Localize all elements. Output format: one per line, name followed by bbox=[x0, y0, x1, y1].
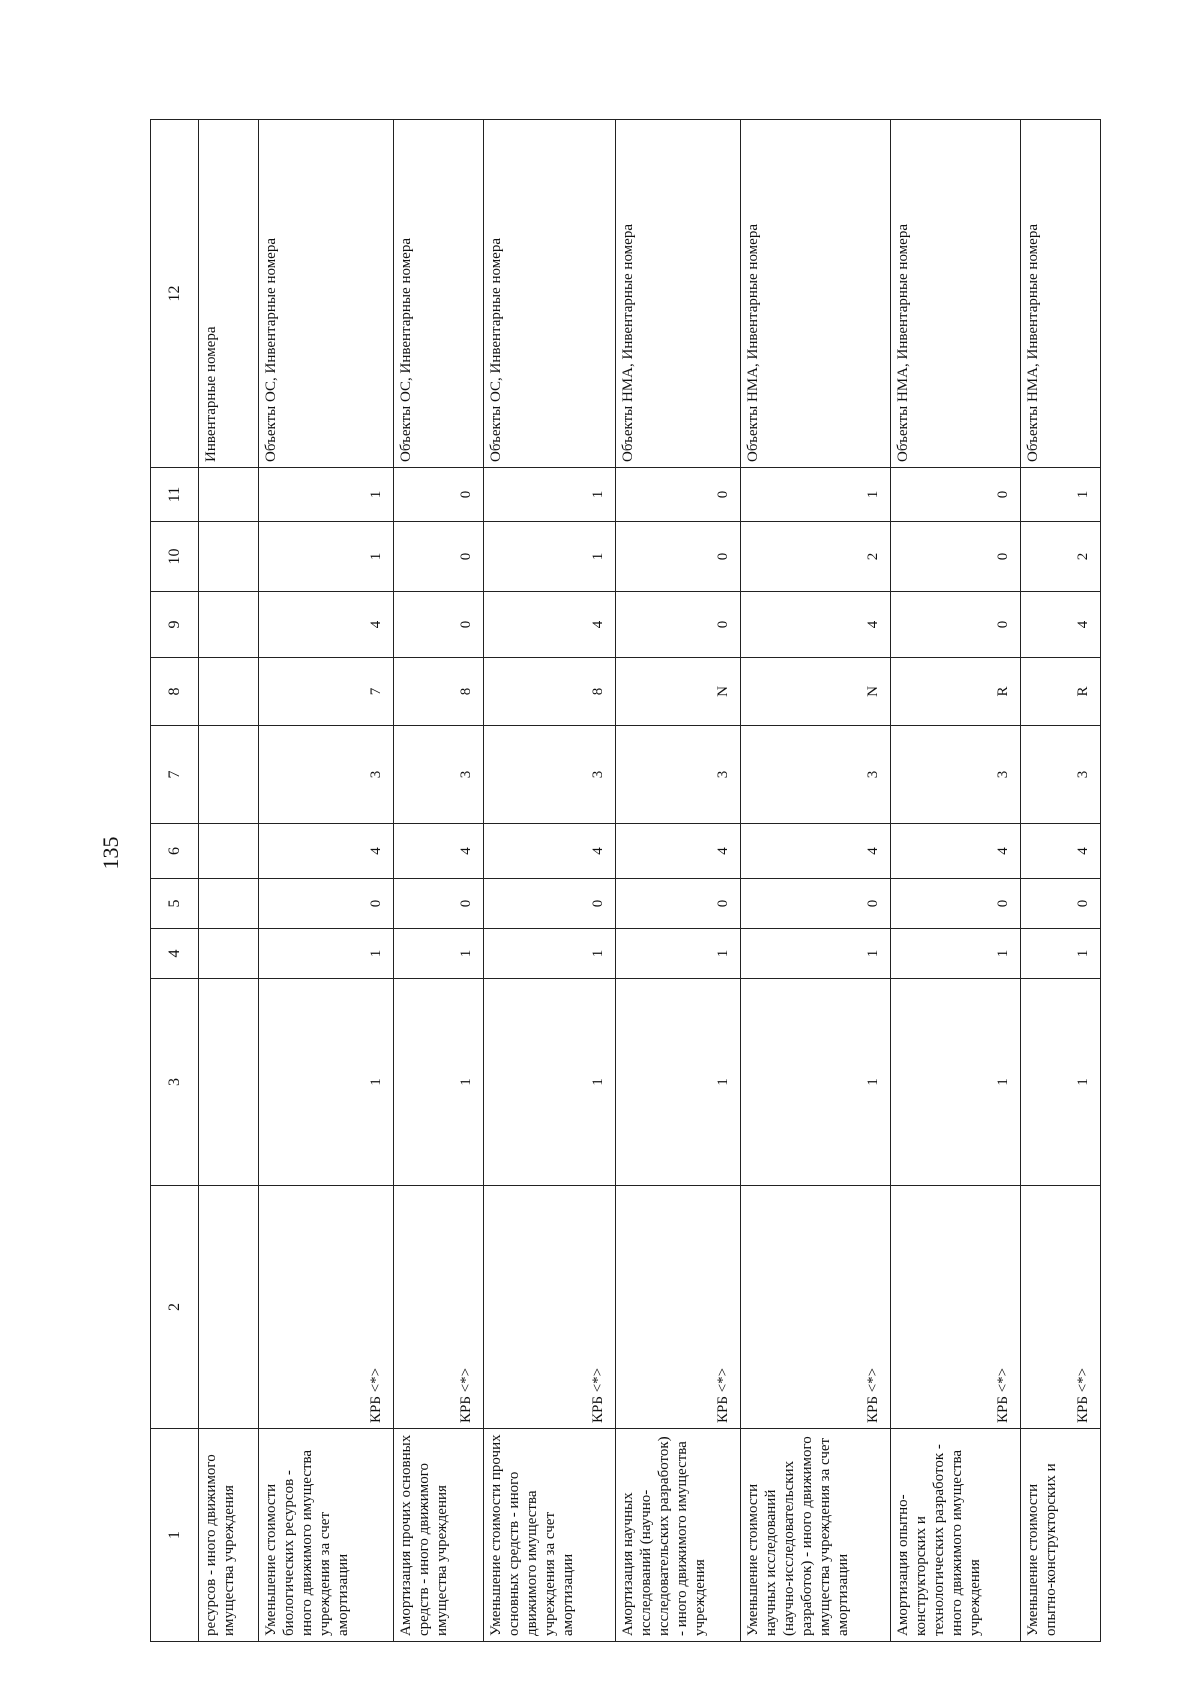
code-cell: 0 bbox=[616, 522, 741, 592]
kbk-cell: КРБ <*> bbox=[616, 1186, 741, 1429]
code-cell bbox=[199, 979, 259, 1186]
code-cell: 2 bbox=[1021, 522, 1101, 592]
code-cell: 1 bbox=[484, 929, 616, 979]
code-cell: 1 bbox=[741, 979, 891, 1186]
header-cell: 9 bbox=[151, 592, 199, 658]
code-cell: N bbox=[616, 658, 741, 726]
code-cell: R bbox=[891, 658, 1021, 726]
kbk-cell bbox=[199, 1186, 259, 1429]
code-cell: 1 bbox=[741, 468, 891, 522]
code-cell: 1 bbox=[394, 929, 484, 979]
header-cell: 4 bbox=[151, 929, 199, 979]
table-row bbox=[616, 120, 741, 1642]
code-cell: 0 bbox=[616, 468, 741, 522]
code-cell: 1 bbox=[741, 929, 891, 979]
kbk-cell: КРБ <*> bbox=[259, 1186, 394, 1429]
analytics-cell: Объекты НМА, Инвентарные номера bbox=[1021, 120, 1101, 468]
code-cell: 0 bbox=[394, 468, 484, 522]
code-cell: 4 bbox=[741, 592, 891, 658]
code-cell: 0 bbox=[484, 879, 616, 929]
code-cell: 0 bbox=[259, 879, 394, 929]
analytics-cell: Объекты ОС, Инвентарные номера bbox=[484, 120, 616, 468]
table-row bbox=[741, 120, 891, 1642]
code-cell bbox=[199, 879, 259, 929]
description-cell: Амортизация прочих основных средств - иного движимого имущества учреждения bbox=[394, 1429, 484, 1642]
code-cell: 4 bbox=[891, 824, 1021, 879]
header-cell: 1 bbox=[151, 1429, 199, 1642]
code-cell: 0 bbox=[891, 522, 1021, 592]
header-cell: 7 bbox=[151, 726, 199, 824]
code-cell: 4 bbox=[741, 824, 891, 879]
description-cell: Амортизация научных исследований (научно-исследовательских разработок) - иного движимого имущества учреждения bbox=[616, 1429, 741, 1642]
description-cell: Уменьшение стоимости научных исследований (научно-исследовательских разработок) - иного движимого имущества учреждения за счет амортизации bbox=[741, 1429, 891, 1642]
code-cell: 1 bbox=[394, 979, 484, 1186]
description-cell: Уменьшение стоимости опытно-конструкторских и bbox=[1021, 1429, 1101, 1642]
code-cell bbox=[199, 929, 259, 979]
code-cell: 3 bbox=[484, 726, 616, 824]
rotated-table-container bbox=[150, 120, 1100, 1642]
code-cell: 0 bbox=[394, 522, 484, 592]
header-cell: 8 bbox=[151, 658, 199, 726]
code-cell bbox=[199, 522, 259, 592]
analytics-cell: Объекты ОС, Инвентарные номера bbox=[394, 120, 484, 468]
code-cell: 1 bbox=[891, 979, 1021, 1186]
description-cell: Уменьшение стоимости биологических ресурсов - иного движимого имущества учреждения за счет амортизации bbox=[259, 1429, 394, 1642]
table-row bbox=[484, 120, 616, 1642]
header-cell: 6 bbox=[151, 824, 199, 879]
kbk-cell: КРБ <*> bbox=[891, 1186, 1021, 1429]
table-row bbox=[259, 120, 394, 1642]
code-cell bbox=[199, 468, 259, 522]
code-cell: 1 bbox=[484, 522, 616, 592]
code-cell: 3 bbox=[616, 726, 741, 824]
code-cell: 1 bbox=[891, 929, 1021, 979]
code-cell: 0 bbox=[891, 879, 1021, 929]
page-number: 135 bbox=[98, 836, 123, 870]
code-cell: 4 bbox=[616, 824, 741, 879]
code-cell: 1 bbox=[616, 979, 741, 1186]
code-cell bbox=[199, 824, 259, 879]
code-cell: 1 bbox=[259, 522, 394, 592]
code-cell: 7 bbox=[259, 658, 394, 726]
code-cell: 3 bbox=[891, 726, 1021, 824]
code-cell: 4 bbox=[484, 592, 616, 658]
description-cell: ресурсов - иного движимого имущества учреждения bbox=[199, 1429, 259, 1642]
analytics-cell: Объекты ОС, Инвентарные номера bbox=[259, 120, 394, 468]
description-cell: Уменьшение стоимости прочих основных средств - иного движимого имущества учреждения за счет амортизации bbox=[484, 1429, 616, 1642]
header-cell: 10 bbox=[151, 522, 199, 592]
header-row bbox=[151, 120, 199, 1642]
code-cell: 1 bbox=[1021, 979, 1101, 1186]
code-cell: 4 bbox=[259, 824, 394, 879]
header-cell: 11 bbox=[151, 468, 199, 522]
code-cell: 3 bbox=[741, 726, 891, 824]
code-cell: 0 bbox=[394, 592, 484, 658]
code-cell: 1 bbox=[484, 979, 616, 1186]
analytics-cell: Объекты НМА, Инвентарные номера bbox=[616, 120, 741, 468]
code-cell: 0 bbox=[394, 879, 484, 929]
kbk-cell: КРБ <*> bbox=[741, 1186, 891, 1429]
kbk-cell: КРБ <*> bbox=[394, 1186, 484, 1429]
code-cell: 1 bbox=[259, 929, 394, 979]
kbk-cell: КРБ <*> bbox=[484, 1186, 616, 1429]
header-cell: 2 bbox=[151, 1186, 199, 1429]
table-row bbox=[394, 120, 484, 1642]
code-cell: 4 bbox=[1021, 592, 1101, 658]
code-cell: 3 bbox=[394, 726, 484, 824]
code-cell: 0 bbox=[616, 592, 741, 658]
code-cell: 0 bbox=[1021, 879, 1101, 929]
analytics-cell: Объекты НМА, Инвентарные номера bbox=[741, 120, 891, 468]
accounting-table bbox=[150, 119, 1101, 1642]
code-cell: 1 bbox=[259, 979, 394, 1186]
analytics-cell: Объекты НМА, Инвентарные номера bbox=[891, 120, 1021, 468]
code-cell: 4 bbox=[1021, 824, 1101, 879]
header-cell: 5 bbox=[151, 879, 199, 929]
analytics-cell: Инвентарные номера bbox=[199, 120, 259, 468]
code-cell: 0 bbox=[616, 879, 741, 929]
header-cell: 3 bbox=[151, 979, 199, 1186]
table-row bbox=[1021, 120, 1101, 1642]
code-cell: 0 bbox=[891, 468, 1021, 522]
code-cell: 4 bbox=[394, 824, 484, 879]
code-cell: 0 bbox=[741, 879, 891, 929]
code-cell bbox=[199, 592, 259, 658]
code-cell: 2 bbox=[741, 522, 891, 592]
code-cell: 1 bbox=[616, 929, 741, 979]
code-cell: 1 bbox=[1021, 929, 1101, 979]
code-cell: 8 bbox=[394, 658, 484, 726]
code-cell bbox=[199, 658, 259, 726]
kbk-cell: КРБ <*> bbox=[1021, 1186, 1101, 1429]
code-cell bbox=[199, 726, 259, 824]
code-cell: 1 bbox=[259, 468, 394, 522]
table-row bbox=[199, 120, 259, 1642]
code-cell: 0 bbox=[891, 592, 1021, 658]
table-row bbox=[891, 120, 1021, 1642]
code-cell: 4 bbox=[484, 824, 616, 879]
code-cell: 1 bbox=[484, 468, 616, 522]
code-cell: R bbox=[1021, 658, 1101, 726]
code-cell: 8 bbox=[484, 658, 616, 726]
code-cell: N bbox=[741, 658, 891, 726]
code-cell: 4 bbox=[259, 592, 394, 658]
header-cell: 12 bbox=[151, 120, 199, 468]
code-cell: 3 bbox=[1021, 726, 1101, 824]
code-cell: 1 bbox=[1021, 468, 1101, 522]
description-cell: Амортизация опытно-конструкторских и технологических разработок - иного движимого имущества учреждения bbox=[891, 1429, 1021, 1642]
code-cell: 3 bbox=[259, 726, 394, 824]
